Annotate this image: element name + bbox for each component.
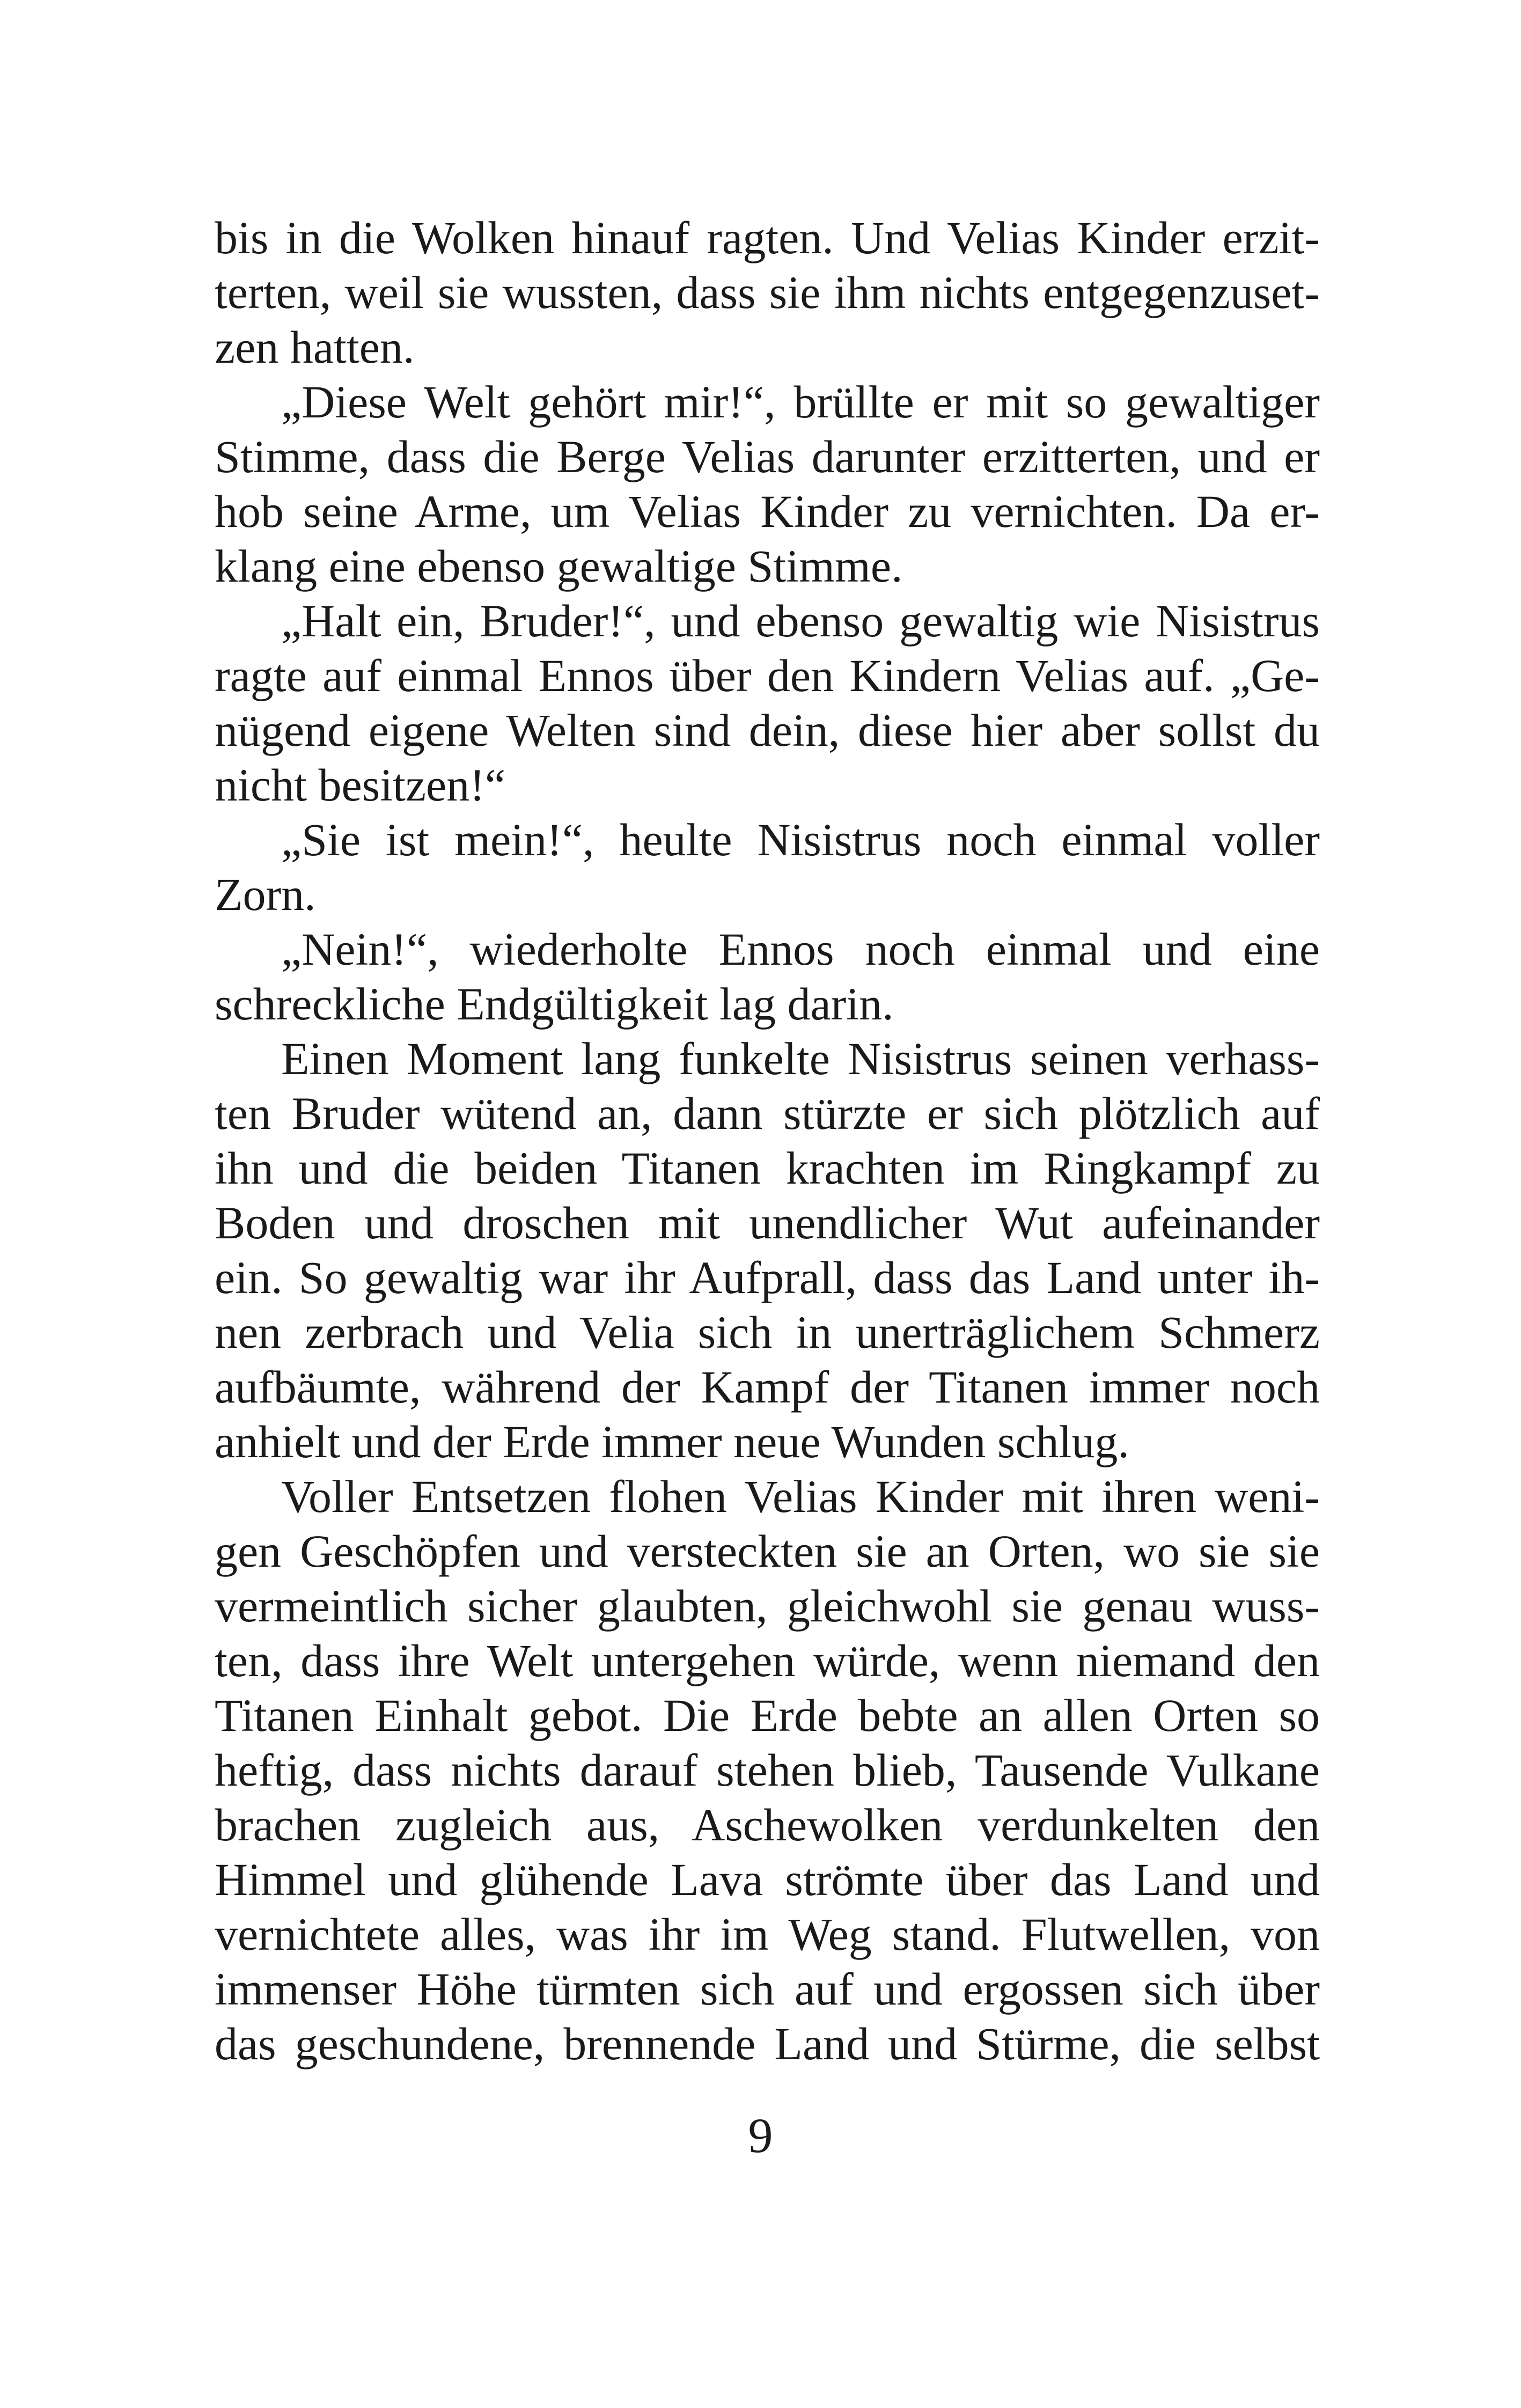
text-line: Voller Entsetzen flohen Velias Kinder mit ihren weni- [281,1471,1320,1522]
text-line: klang eine ebenso gewaltige Stimme. [215,540,903,592]
text-line: anhielt und der Erde immer neue Wunden schlug. [215,1416,1129,1467]
body-text [215,210,1320,2071]
text-line: terten, weil sie wussten, dass sie ihm nichts entgegenzuset- [215,267,1320,318]
text-line: Boden und droschen mit unendlicher Wut aufeinander [215,1197,1320,1249]
text-line: ihn und die beiden Titanen krachten im Ringkampf zu [215,1142,1320,1194]
text-line: „Sie ist mein!“, heulte Nisistrus noch einmal voller [281,814,1320,865]
text-line: „Nein!“, wiederholte Ennos noch einmal und eine [281,923,1320,975]
text-line: heftig, dass nichts darauf stehen blieb, Tausende Vulkane [215,1744,1320,1796]
text-line: „Diese Welt gehört mir!“, brüllte er mit so gewaltiger [281,376,1320,428]
text-line: Zorn. [215,869,316,920]
text-line: bis in die Wolken hinauf ragten. Und Velias Kinder erzit- [215,212,1320,263]
text-line: Stimme, dass die Berge Velias darunter erzitterten, und er [215,431,1320,482]
text-line: Einen Moment lang funkelte Nisistrus seinen verhass- [281,1033,1320,1084]
text-line: vermeintlich sicher glaubten, gleichwohl sie genau wuss- [215,1580,1320,1632]
text-line: vernichtete alles, was ihr im Weg stand. Flutwellen, von [215,1908,1320,1960]
text-line: ein. So gewaltig war ihr Aufprall, dass das Land unter ih- [215,1252,1320,1303]
text-line: brachen zugleich aus, Aschewolken verdunkelten den [215,1799,1320,1851]
text-line: „Halt ein, Bruder!“, und ebenso gewaltig wie Nisistrus [281,595,1320,647]
text-line: Himmel und glühende Lava strömte über das Land und [215,1854,1320,1905]
text-line: zen hatten. [215,321,415,373]
text-line: gen Geschöpfen und versteckten sie an Orten, wo sie sie [215,1525,1320,1577]
text-line: Titanen Einhalt gebot. Die Erde bebte an allen Orten so [215,1690,1320,1741]
text-line: ten, dass ihre Welt untergehen würde, wenn niemand den [215,1635,1320,1686]
text-line: hob seine Arme, um Velias Kinder zu vernichten. Da er- [215,486,1320,537]
page-number: 9 [748,2108,773,2163]
text-line: aufbäumte, während der Kampf der Titanen immer noch [215,1361,1320,1413]
text-line: nügend eigene Welten sind dein, diese hier aber sollst du [215,704,1320,756]
text-line: ragte auf einmal Ennos über den Kindern Velias auf. „Ge- [215,650,1320,701]
text-line: nicht besitzen!“ [215,759,506,811]
text-line: immenser Höhe türmten sich auf und ergossen sich über [215,1963,1320,2015]
text-line: das geschundene, brennende Land und Stürme, die selbst [215,2018,1320,2069]
text-line: schreckliche Endgültigkeit lag darin. [215,978,894,1030]
text-line: nen zerbrach und Velia sich in unerträglichem Schmerz [215,1306,1320,1358]
text-line: ten Bruder wütend an, dann stürzte er sich plötzlich auf [215,1088,1320,1139]
